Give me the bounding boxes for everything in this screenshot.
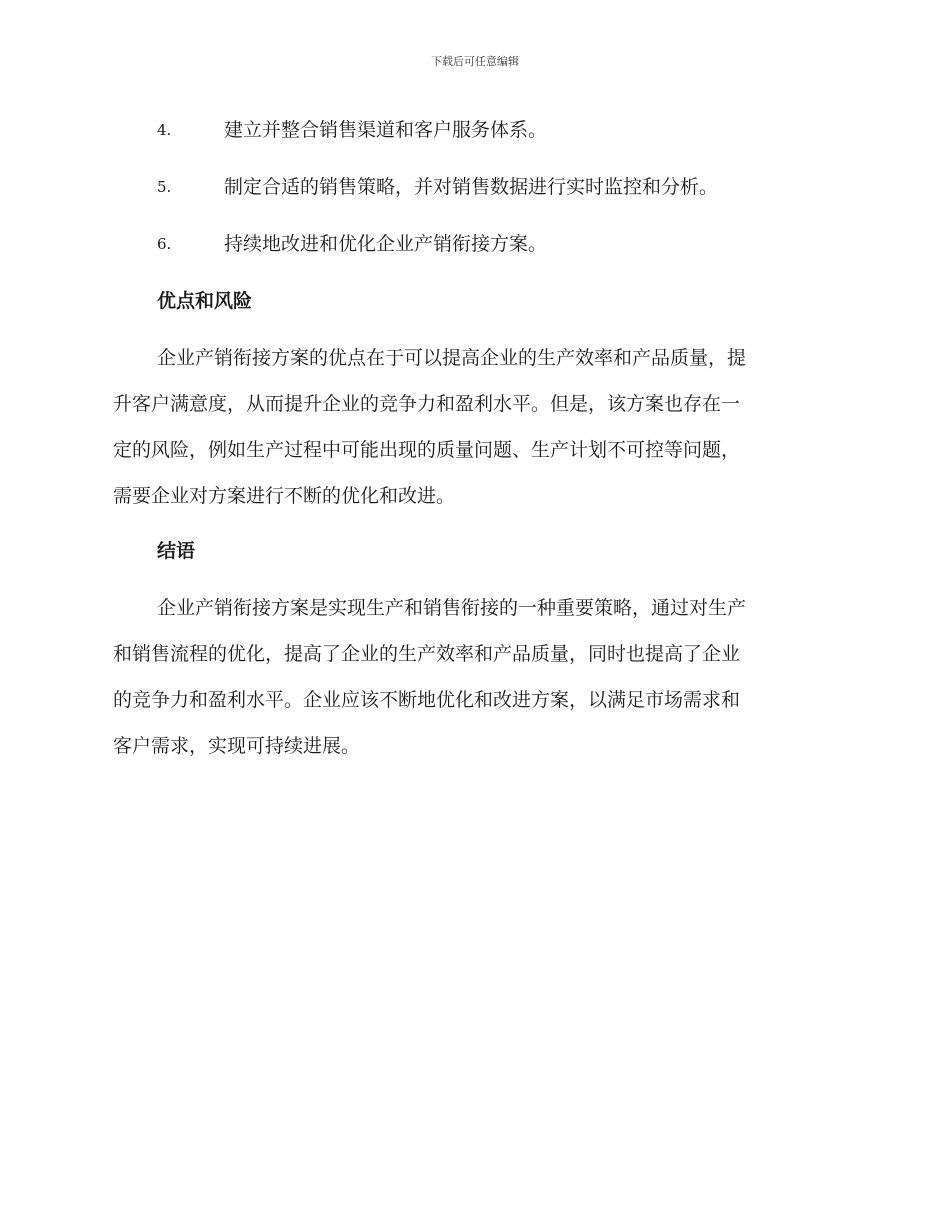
list-item-text: 建立并整合销售渠道和客户服务体系。 <box>224 119 548 141</box>
section-heading-conclusion: 结语 <box>157 540 196 562</box>
numbered-list <box>157 116 837 287</box>
section-heading-pros-risks: 优点和风险 <box>157 290 253 312</box>
list-item-number: 4. <box>157 121 172 139</box>
paragraph-line: 和销售流程的优化，提高了企业的生产效率和产品质量，同时也提高了企业 <box>113 643 741 665</box>
paragraph-line: 客户需求，实现可持续进展。 <box>113 735 361 757</box>
paragraph-line: 需要企业对方案进行不断的优化和改进。 <box>113 485 456 507</box>
list-item <box>157 173 837 201</box>
paragraph-line: 企业产销衔接方案的优点在于可以提高企业的生产效率和产品质量，提 <box>157 347 747 369</box>
list-item <box>157 230 837 258</box>
pros-risks-paragraph <box>113 335 833 519</box>
paragraph-line: 的竞争力和盈利水平。企业应该不断地优化和改进方案，以满足市场需求和 <box>113 689 741 711</box>
paragraph-line: 升客户满意度，从而提升企业的竞争力和盈利水平。但是，该方案也存在一 <box>113 393 741 415</box>
paragraph-line: 企业产销衔接方案是实现生产和销售衔接的一种重要策略，通过对生产 <box>157 597 747 619</box>
list-item-text: 制定合适的销售策略，并对销售数据进行实时监控和分析。 <box>224 176 719 198</box>
page-header: 下载后可任意编辑 <box>431 55 519 68</box>
paragraph-line: 定的风险，例如生产过程中可能出现的质量问题、生产计划不可控等问题， <box>113 439 741 461</box>
list-item-text: 持续地改进和优化企业产销衔接方案。 <box>224 233 548 255</box>
list-item-number: 5. <box>157 178 172 196</box>
conclusion-paragraph <box>113 585 833 769</box>
list-item <box>157 116 837 144</box>
list-item-number: 6. <box>157 235 172 253</box>
